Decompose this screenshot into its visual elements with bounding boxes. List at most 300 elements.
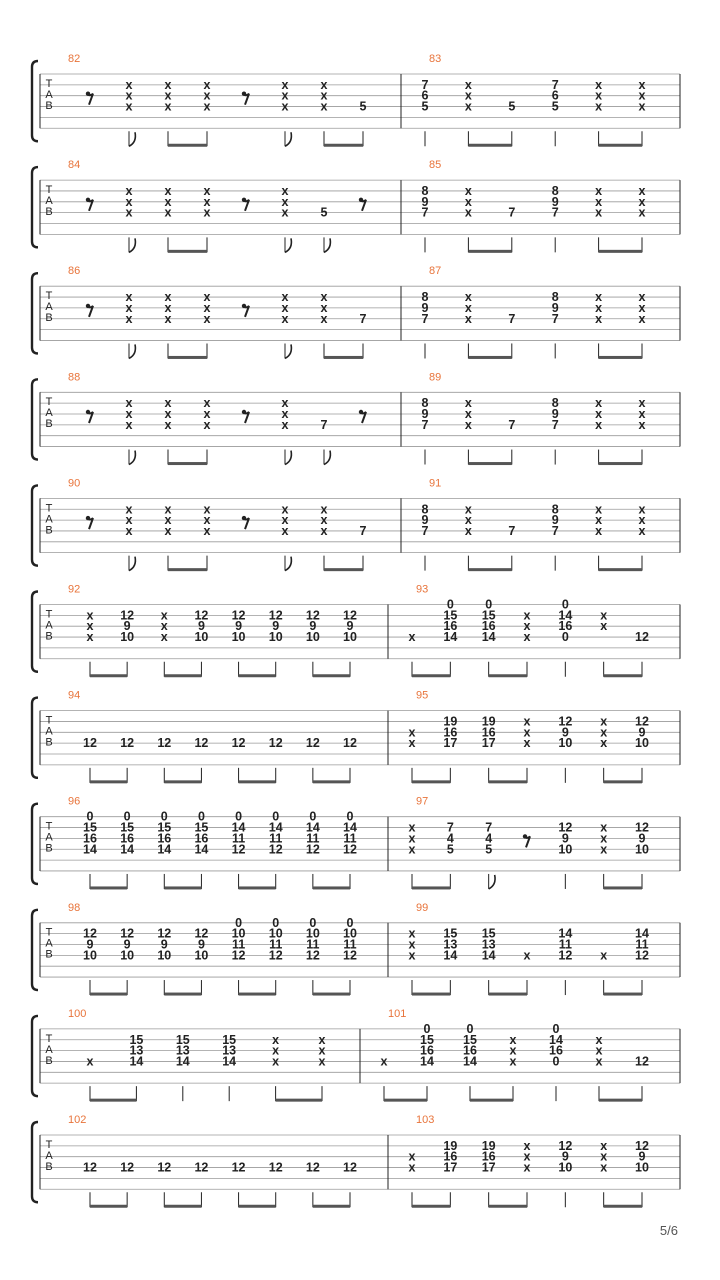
eighth-rest-dot — [86, 198, 90, 202]
fret-number: x — [203, 88, 211, 103]
fret-number: x — [281, 88, 289, 103]
fret-number: x — [595, 396, 603, 411]
fret-number: 9 — [561, 1149, 569, 1164]
fret-number: x — [595, 290, 603, 305]
fret-number: 15 — [157, 820, 172, 835]
fret-number: 0 — [561, 630, 569, 645]
eighth-rest-dot — [242, 304, 246, 308]
fret-number: 9 — [638, 831, 646, 846]
fret-number: x — [164, 407, 172, 421]
fret-number: x — [320, 99, 328, 114]
fret-number: 14 — [305, 820, 320, 835]
fret-number: x — [164, 194, 172, 209]
fret-number: 14 — [443, 630, 458, 645]
fret-number: 15 — [120, 820, 135, 835]
fret-number: 13 — [443, 937, 458, 952]
fret-number: 0 — [485, 597, 493, 612]
note-flag — [285, 557, 291, 571]
fret-number: 19 — [443, 1138, 458, 1153]
measure-number: 94 — [68, 689, 81, 702]
note-flag — [129, 557, 135, 571]
fret-number: x — [464, 290, 472, 305]
tab-clef-letter: A — [45, 831, 53, 844]
note-beam — [604, 1205, 642, 1208]
tab-system — [32, 477, 680, 571]
fret-number: x — [281, 300, 289, 315]
fret-number: x — [318, 1043, 326, 1058]
measure-number: 92 — [68, 583, 81, 596]
fret-number: 14 — [129, 1054, 144, 1069]
fret-number: 7 — [320, 417, 328, 432]
fret-number: x — [509, 1043, 517, 1058]
fret-number: 12 — [268, 842, 283, 857]
note-beam — [313, 674, 350, 677]
fret-number: x — [523, 1138, 531, 1153]
note-beam — [468, 462, 511, 465]
fret-number: 12 — [305, 608, 320, 623]
measure-number: 89 — [429, 371, 442, 384]
note-beam — [489, 780, 527, 783]
fret-number: x — [408, 842, 416, 857]
fret-number: 0 — [160, 809, 168, 824]
fret-number: x — [281, 290, 289, 305]
fret-number: x — [164, 502, 172, 517]
fret-number: 10 — [194, 948, 209, 963]
system-bracket — [32, 61, 38, 141]
fret-number: 8 — [551, 502, 559, 517]
measure-number: 101 — [388, 1007, 407, 1020]
fret-number: 0 — [235, 809, 243, 824]
fret-number: 14 — [175, 1054, 190, 1069]
fret-number: x — [203, 205, 211, 220]
fret-number: 16 — [443, 725, 458, 740]
fret-number: x — [595, 300, 603, 315]
eighth-rest-dot — [86, 516, 90, 520]
fret-number: 15 — [463, 1032, 477, 1047]
fret-number: 5 — [421, 99, 429, 114]
fret-number: 7 — [421, 205, 429, 220]
fret-number: 12 — [231, 842, 246, 857]
tab-clef-letter: A — [45, 88, 53, 101]
note-beam — [239, 886, 276, 889]
fret-number: 10 — [558, 842, 573, 857]
fret-number: x — [281, 77, 289, 92]
tab-clef-letter: B — [45, 418, 53, 431]
fret-number: 8 — [421, 396, 429, 411]
tab-clef-letter: A — [45, 301, 53, 314]
fret-number: x — [408, 937, 416, 952]
fret-number: 9 — [421, 407, 429, 421]
fret-number: x — [203, 77, 211, 92]
fret-number: 12 — [343, 948, 357, 963]
fret-number: 7 — [485, 820, 493, 835]
fret-number: x — [595, 99, 603, 114]
fret-number: 12 — [268, 736, 283, 751]
fret-number: x — [164, 77, 172, 92]
fret-number: x — [281, 396, 289, 411]
note-beam — [313, 1205, 350, 1208]
fret-number: 12 — [231, 608, 246, 623]
fret-number: x — [523, 619, 531, 634]
fret-number: x — [281, 523, 289, 538]
fret-number: 15 — [83, 820, 97, 835]
fret-number: 16 — [443, 619, 458, 634]
note-beam — [168, 250, 207, 253]
fret-number: x — [638, 311, 646, 326]
fret-number: x — [464, 523, 472, 538]
tab-clef-letter: B — [45, 312, 53, 325]
fret-number: 14 — [420, 1054, 434, 1069]
fret-number: 15 — [481, 926, 496, 941]
note-beam — [164, 1205, 201, 1208]
fret-number: 0 — [346, 809, 354, 824]
fret-number: 12 — [157, 926, 172, 941]
fret-number: 11 — [306, 831, 320, 846]
fret-number: 16 — [120, 831, 135, 846]
note-flag — [129, 132, 135, 146]
note-flag — [129, 344, 135, 358]
fret-number: 7 — [551, 523, 559, 538]
fret-number: 14 — [157, 842, 172, 857]
fret-number: x — [160, 608, 168, 623]
fret-number: 9 — [346, 619, 354, 634]
fret-number: 12 — [558, 948, 573, 963]
fret-number: 12 — [343, 608, 357, 623]
note-beam — [276, 1099, 322, 1102]
fret-number: x — [523, 725, 531, 740]
fret-number: x — [281, 311, 289, 326]
system-bracket — [32, 910, 38, 990]
fret-number: 17 — [443, 1160, 458, 1175]
fret-number: x — [464, 417, 472, 432]
fret-number: 10 — [343, 630, 357, 645]
fret-number: 9 — [421, 300, 429, 315]
eighth-rest-dot — [242, 198, 246, 202]
fret-number: x — [125, 513, 133, 528]
tab-clef-letter: A — [45, 937, 53, 950]
note-beam — [604, 780, 642, 783]
fret-number: 8 — [421, 183, 429, 198]
tab-clef-letter: A — [45, 513, 53, 526]
fret-number: 0 — [197, 809, 205, 824]
measure-number: 86 — [68, 265, 81, 278]
fret-number: x — [281, 99, 289, 114]
system-bracket — [32, 167, 38, 247]
fret-number: 10 — [83, 948, 97, 963]
note-beam — [168, 462, 207, 465]
fret-number: 10 — [635, 842, 649, 857]
tab-clef-letter: T — [45, 77, 53, 90]
fret-number: 9 — [309, 619, 317, 634]
tab-clef-letter: T — [45, 1138, 53, 1151]
tab-system — [32, 1008, 680, 1102]
system-bracket — [32, 1016, 38, 1096]
fret-number: 15 — [420, 1032, 434, 1047]
fret-number: 9 — [272, 619, 280, 634]
fret-number: 19 — [481, 1138, 496, 1153]
fret-number: 0 — [346, 915, 354, 930]
measure-number: 83 — [429, 53, 442, 65]
fret-number: 12 — [268, 608, 283, 623]
fret-number: x — [203, 417, 211, 432]
fret-number: 0 — [446, 597, 454, 612]
fret-number: x — [464, 88, 472, 103]
fret-number: 5 — [485, 842, 493, 857]
fret-number: x — [600, 714, 608, 729]
fret-number: x — [595, 513, 603, 528]
fret-number: x — [320, 523, 328, 538]
fret-number: x — [638, 407, 646, 421]
fret-number: 4 — [485, 831, 493, 846]
note-beam — [168, 144, 207, 147]
fret-number: 17 — [481, 736, 496, 751]
fret-number: 11 — [558, 937, 572, 952]
fret-number: x — [464, 194, 472, 209]
fret-number: x — [509, 1054, 517, 1069]
fret-number: x — [600, 608, 608, 623]
fret-number: 7 — [551, 417, 559, 432]
fret-number: 14 — [120, 842, 135, 857]
fret-number: 7 — [551, 311, 559, 326]
fret-number: x — [125, 396, 133, 411]
fret-number: 0 — [309, 809, 317, 824]
tab-system — [32, 53, 680, 147]
note-beam — [313, 993, 350, 996]
fret-number: x — [408, 948, 416, 963]
fret-number: x — [320, 502, 328, 517]
fret-number: x — [203, 523, 211, 538]
measure-number: 96 — [68, 795, 81, 808]
fret-number: x — [164, 205, 172, 220]
fret-number: 8 — [551, 396, 559, 411]
fret-number: x — [600, 831, 608, 846]
fret-number: 16 — [481, 725, 496, 740]
fret-number: 12 — [635, 1054, 649, 1069]
fret-number: x — [600, 948, 608, 963]
fret-number: 7 — [421, 311, 429, 326]
note-beam — [164, 993, 201, 996]
fret-number: x — [638, 523, 646, 538]
note-beam — [324, 144, 363, 147]
note-beam — [489, 674, 527, 677]
fret-number: x — [320, 77, 328, 92]
fret-number: 12 — [120, 608, 135, 623]
fret-number: x — [86, 1054, 94, 1069]
fret-number: 8 — [421, 502, 429, 517]
fret-number: 14 — [558, 608, 573, 623]
note-beam — [604, 886, 642, 889]
fret-number: 7 — [551, 205, 559, 220]
fret-number: x — [523, 608, 531, 623]
tab-clef-letter: A — [45, 194, 53, 207]
fret-number: 6 — [421, 88, 429, 103]
system-bracket — [32, 379, 38, 459]
fret-number: x — [125, 502, 133, 517]
fret-number: x — [595, 502, 603, 517]
fret-number: x — [281, 417, 289, 432]
fret-number: x — [86, 619, 94, 634]
tab-system — [32, 902, 680, 996]
fret-number: x — [86, 608, 94, 623]
fret-number: x — [203, 99, 211, 114]
fret-number: x — [203, 194, 211, 209]
fret-number: 14 — [83, 842, 97, 857]
fret-number: 7 — [508, 205, 516, 220]
fret-number: 15 — [443, 926, 458, 941]
fret-number: x — [523, 1149, 531, 1164]
fret-number: 16 — [157, 831, 172, 846]
measure-number: 85 — [429, 159, 442, 172]
fret-number: 10 — [305, 926, 320, 941]
fret-number: x — [408, 1149, 416, 1164]
fret-number: 0 — [123, 809, 131, 824]
fret-number: x — [164, 290, 172, 305]
system-bracket — [32, 273, 38, 353]
fret-number: 9 — [197, 937, 205, 952]
tab-system — [32, 796, 680, 890]
fret-number: 16 — [194, 831, 209, 846]
fret-number: x — [160, 630, 168, 645]
fret-number: x — [408, 820, 416, 835]
fret-number: 4 — [446, 831, 454, 846]
fret-number: 9 — [551, 513, 559, 528]
fret-number: 12 — [343, 1160, 357, 1175]
note-beam — [604, 674, 642, 677]
note-beam — [168, 568, 207, 571]
fret-number: 12 — [231, 736, 246, 751]
fret-number: 0 — [235, 915, 243, 930]
note-flag — [129, 238, 135, 252]
fret-number: x — [464, 513, 472, 528]
fret-number: 13 — [129, 1043, 144, 1058]
note-beam — [412, 886, 450, 889]
fret-number: 12 — [120, 926, 135, 941]
fret-number: x — [464, 311, 472, 326]
fret-number: 0 — [466, 1021, 474, 1036]
tab-system — [32, 690, 680, 784]
fret-number: x — [464, 183, 472, 198]
fret-number: x — [125, 88, 133, 103]
fret-number: 12 — [231, 948, 246, 963]
system-bracket — [32, 804, 38, 884]
fret-number: 14 — [268, 820, 283, 835]
fret-number: x — [125, 407, 133, 421]
note-beam — [599, 462, 642, 465]
fret-number: 10 — [120, 630, 135, 645]
note-beam — [239, 1205, 276, 1208]
fret-number: x — [638, 205, 646, 220]
fret-number: 11 — [231, 831, 246, 846]
note-flag — [129, 451, 135, 465]
fret-number: x — [203, 407, 211, 421]
eighth-rest-dot — [242, 92, 246, 96]
fret-number: x — [164, 183, 172, 198]
fret-number: 7 — [551, 77, 559, 92]
fret-number: x — [125, 311, 133, 326]
fret-number: 0 — [272, 915, 280, 930]
fret-number: 9 — [160, 937, 168, 952]
note-beam — [489, 993, 527, 996]
fret-number: 0 — [423, 1021, 431, 1036]
fret-number: x — [638, 290, 646, 305]
eighth-rest-dot — [359, 410, 363, 414]
fret-number: 12 — [194, 926, 209, 941]
tab-clef-letter: B — [45, 205, 53, 218]
fret-number: 11 — [306, 937, 320, 952]
note-beam — [412, 780, 450, 783]
fret-number: 9 — [561, 831, 569, 846]
fret-number: 5 — [551, 99, 559, 114]
measure-number: 99 — [416, 901, 429, 914]
fret-number: 14 — [231, 820, 246, 835]
system-bracket — [32, 698, 38, 778]
tab-clef-letter: B — [45, 1160, 53, 1173]
note-beam — [239, 674, 276, 677]
fret-number: 12 — [194, 736, 209, 751]
fret-number: x — [203, 311, 211, 326]
fret-number: x — [523, 948, 531, 963]
fret-number: 9 — [421, 513, 429, 528]
fret-number: x — [595, 205, 603, 220]
note-beam — [384, 1099, 427, 1102]
fret-number: x — [523, 1160, 531, 1175]
fret-number: x — [408, 926, 416, 941]
fret-number: x — [203, 396, 211, 411]
measure-number: 91 — [429, 477, 442, 490]
fret-number: x — [164, 417, 172, 432]
fret-number: 12 — [83, 1160, 97, 1175]
fret-number: 10 — [635, 1160, 649, 1175]
tab-clef-letter: B — [45, 630, 53, 643]
fret-number: x — [600, 1160, 608, 1175]
fret-number: 12 — [635, 630, 649, 645]
note-beam — [412, 993, 450, 996]
fret-number: 14 — [481, 948, 496, 963]
fret-number: x — [408, 736, 416, 751]
fret-number: x — [464, 99, 472, 114]
fret-number: x — [638, 513, 646, 528]
fret-number: x — [523, 736, 531, 751]
tab-clef-letter: A — [45, 1149, 53, 1162]
fret-number: 12 — [194, 1160, 209, 1175]
fret-number: 12 — [635, 714, 649, 729]
fret-number: x — [281, 205, 289, 220]
fret-number: x — [600, 842, 608, 857]
fret-number: 15 — [129, 1032, 144, 1047]
fret-number: 9 — [123, 619, 131, 634]
fret-number: x — [125, 205, 133, 220]
fret-number: 11 — [343, 937, 357, 952]
fret-number: x — [600, 736, 608, 751]
fret-number: 14 — [463, 1054, 477, 1069]
fret-number: 12 — [268, 948, 283, 963]
fret-number: x — [523, 630, 531, 645]
fret-number: 11 — [231, 937, 246, 952]
note-beam — [599, 1099, 642, 1102]
fret-number: 13 — [222, 1043, 237, 1058]
fret-number: 19 — [443, 714, 458, 729]
measure-number: 95 — [416, 689, 429, 702]
fret-number: x — [281, 407, 289, 421]
tab-clef-letter: T — [45, 1032, 53, 1045]
fret-number: x — [320, 290, 328, 305]
tab-clef-letter: A — [45, 407, 53, 420]
note-flag — [285, 451, 291, 465]
note-beam — [313, 886, 350, 889]
note-beam — [90, 1205, 127, 1208]
fret-number: x — [86, 630, 94, 645]
note-beam — [90, 886, 127, 889]
